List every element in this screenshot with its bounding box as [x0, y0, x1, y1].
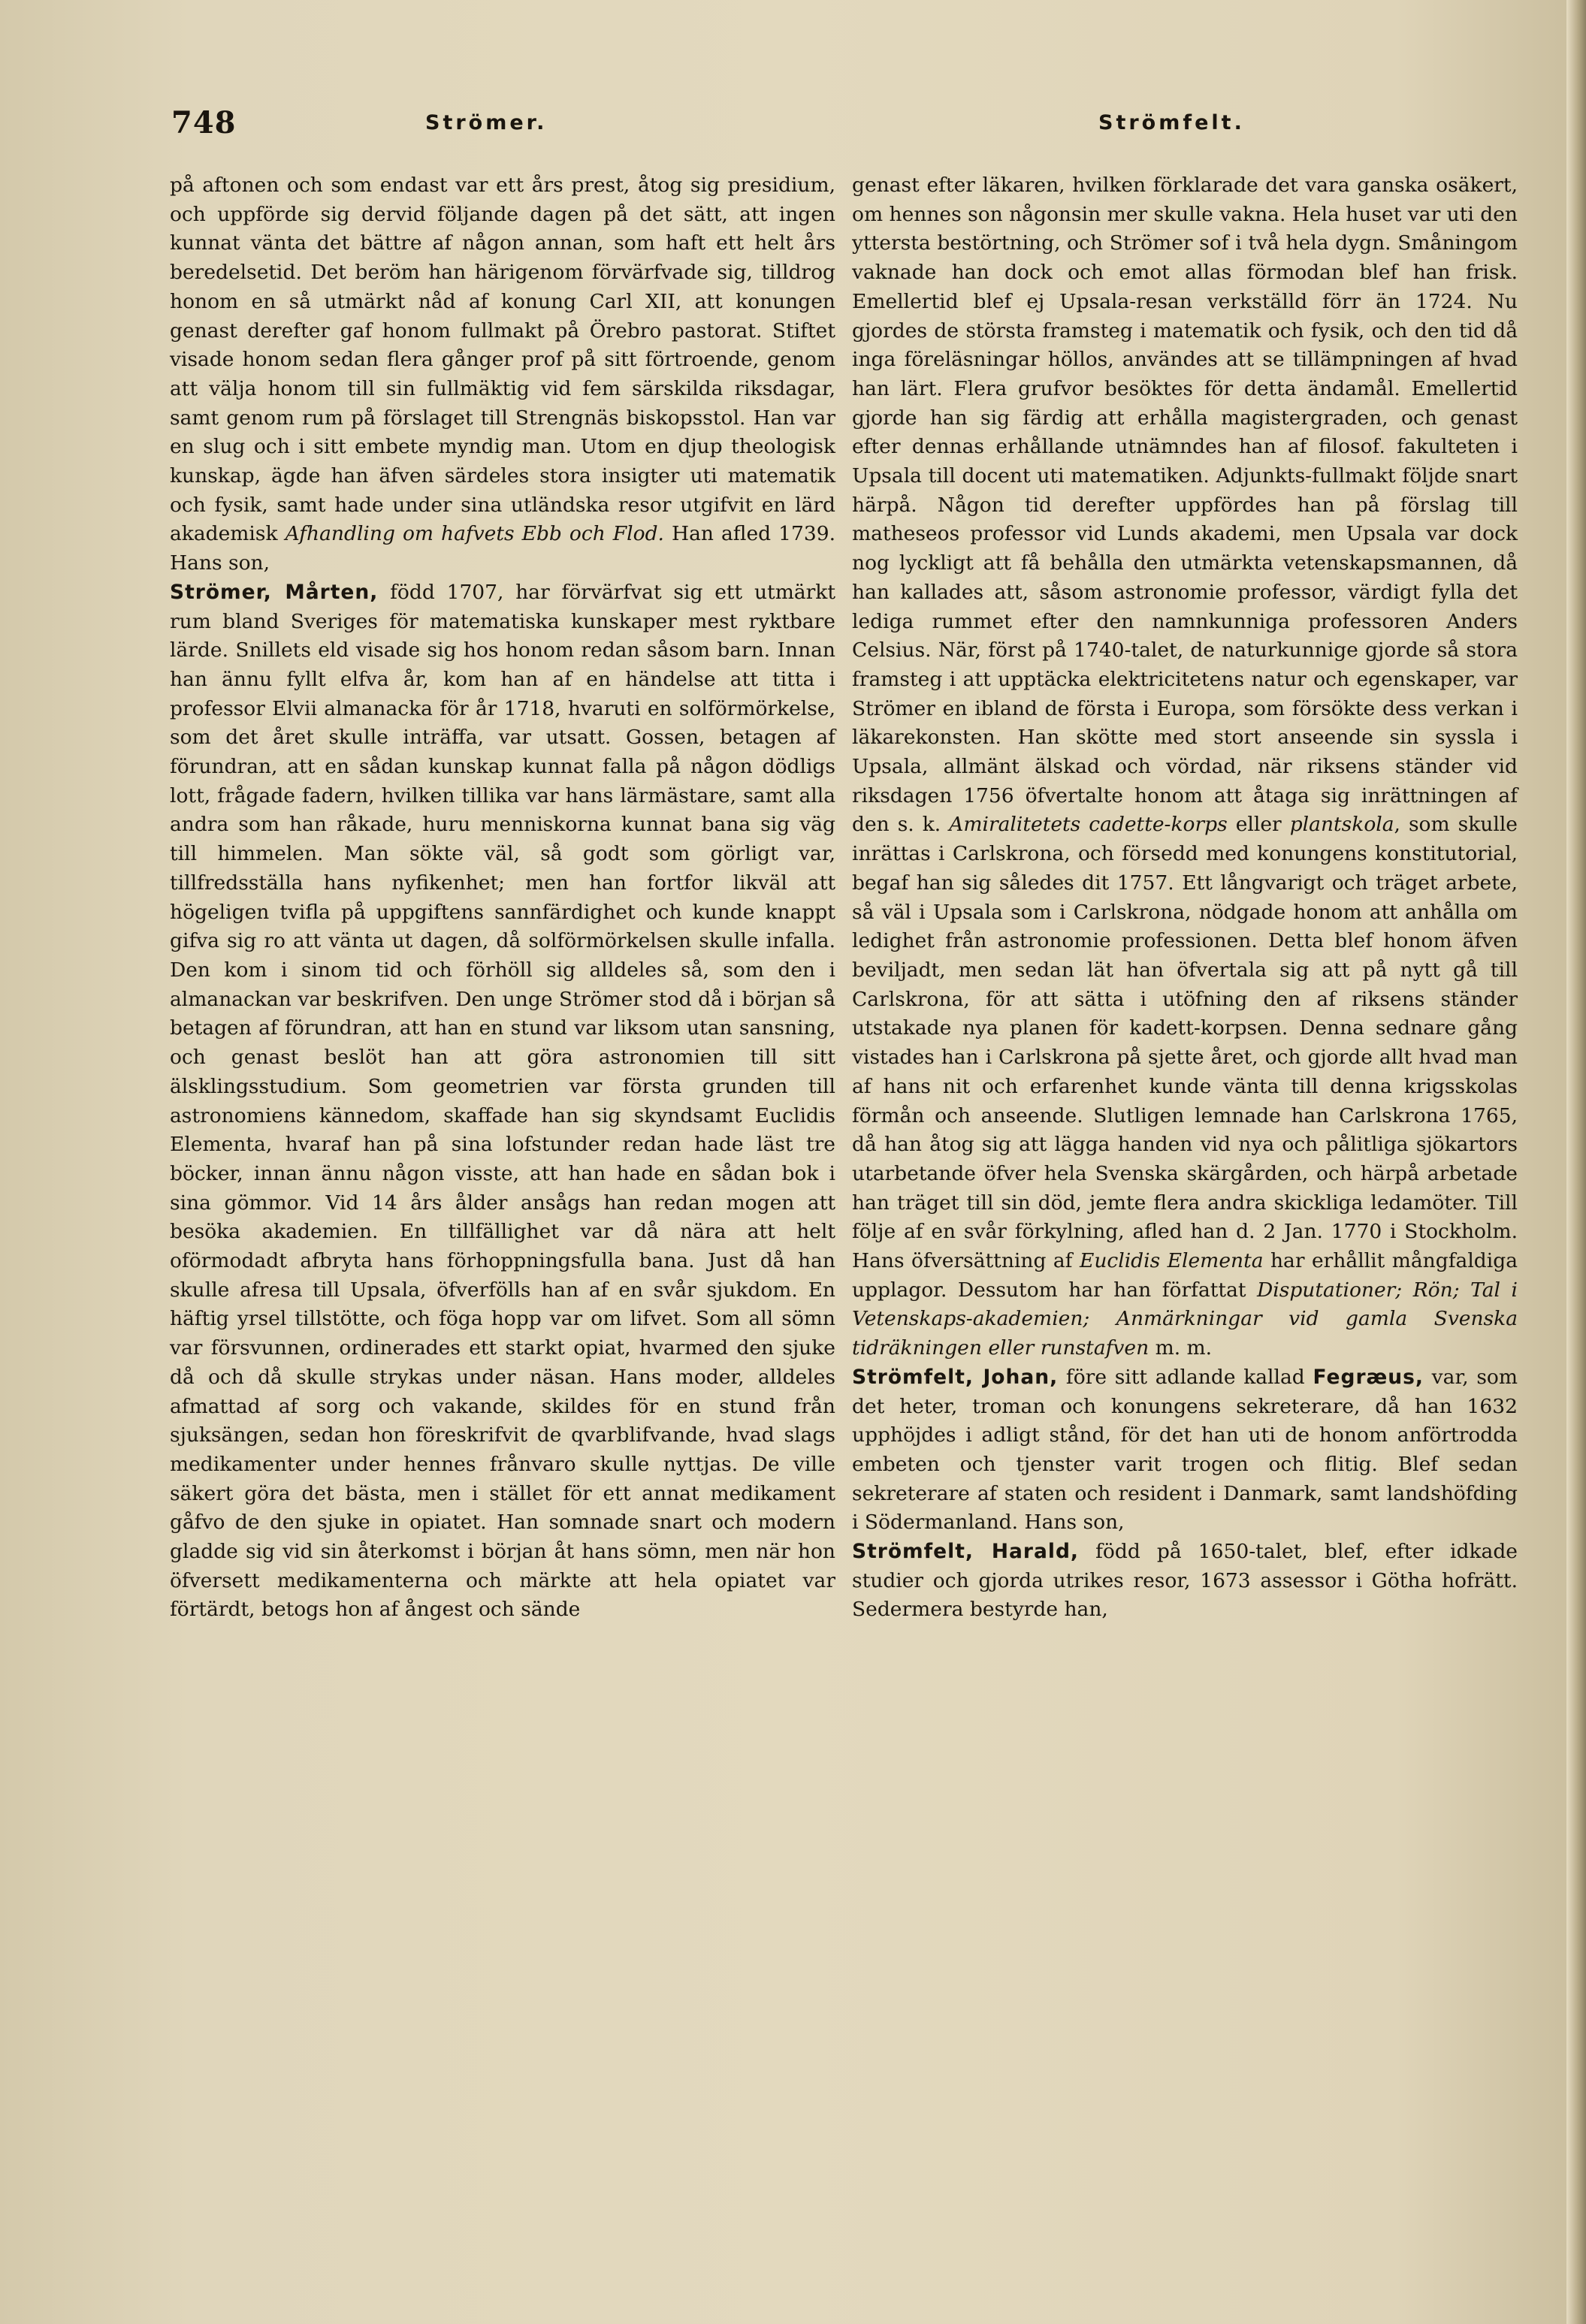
headword-stromfelt-johan: Strömfelt, Johan,	[852, 1365, 1059, 1389]
left-paragraph-2	[170, 578, 835, 1625]
left-p1-tail: Han afled 1739. Hans son,	[170, 522, 835, 575]
running-head-right: Strömfelt.	[1098, 111, 1245, 134]
page-edge	[1566, 0, 1586, 2324]
right-p2-text-b: var, som det heter, troman och konungens sekreterare, då han 1632 upphöjdes i adligt stånd, för det han uti de honom anförtrodda embeten och tjenster varit trogen och flitig. Blef sedan sekreterare af staten och resident i Danmark, samt landshöfding i Södermanland. Hans son,	[852, 1365, 1518, 1535]
right-p1-mid-a: eller	[1227, 813, 1290, 837]
right-p1-italic-a: Amiralitetets cadette-korps	[949, 813, 1228, 837]
right-column	[852, 171, 1518, 1625]
right-p1-mid-b: , som skulle inrättas i Carlskrona, och försedd med konungens konstitutorial, begaf han sig således dit 1757. Ett långvarigt och träget arbete, så väl i Upsala som i Carlskrona, nödgade honom att anhålla om ledighet från astronomie professionen. Detta blef honom äfven beviljadt, men sedan lät han öfvertala sig att på nytt gå till Carlskrona, för att sätta i utöfning den af riksens ständer utstakade nya planen för kadett-korpsen. Denna sednare gång vistades han i Carlskrona på sjette året, och gjorde allt hvad man af hans nit och erfarenhet kunde vänta till denna krigsskolas förmån och anseende. Slutligen lemnade han Carlskrona 1765, då han åtog sig att lägga handen vid nya och pålitliga sjökartors utarbetande öfver hela Svenska skärgården, och härpå arbetade han träget till sin död, jemte flera andra skickliga ledamöter. Till följe af en svår förkylning, afled han d. 2 Jan. 1770 i Stockholm. Hans öfversättning af	[852, 813, 1518, 1273]
headword-stromer-marten: Strömer, Mårten,	[170, 580, 379, 604]
page-number: 748	[171, 105, 237, 140]
right-p1-italic-b: plantskola	[1289, 813, 1394, 837]
page-header	[150, 105, 1503, 158]
right-p1-italic-d: Disputationer; Rön; Tal i Vetenskaps-akademien; Anmärkningar vid gamla Svenska tidräkningen eller runstafven	[852, 1278, 1518, 1360]
left-p1-text: på aftonen och som endast var ett års prest, åtog sig presidium, och uppförde sig dervid följande dagen på det sätt, att ingen kunnat vänta det bättre af någon annan, som haft ett helt års beredelsetid. Det beröm han härigenom förvärfvade sig, tilldrog honom en så utmärkt nåd af konung Carl XII, att konungen genast derefter gaf honom fullmakt på Örebro pastorat. Stiftet visade honom sedan flera gånger prof på sitt förtroende, genom att välja honom till sin fullmäktig vid fem särskilda riksdagar, samt genom rum på förslaget till Strengnäs biskopsstol. Han var en slug och i sitt embete myndig man. Utom en djup theologisk kunskap, ägde han äfven särdeles stora insigter uti matematik och fysik, samt hade under sina utländska resor utgifvit en lärd akademisk	[170, 174, 835, 546]
right-p1-text: genast efter läkaren, hvilken förklarade det vara ganska osäkert, om hennes son någonsin mer skulle vakna. Hela huset var uti den yttersta bestörtning, och Strömer sof i två hela dygn. Småningom vaknade han dock och emot allas förmodan blef han frisk. Emellertid blef ej Upsala-resan verkställd förr än 1724. Nu gjordes de största framsteg i matematik och fysik, och den tid då inga föreläsningar höllos, användes att se tillämpningen af hvad han lärt. Flera grufvor besöktes för detta ändamål. Emellertid gjorde han sig färdig att erhålla magistergraden, och genast efter dennas erhållande utnämndes han af filosof. fakulteten i Upsala till docent uti matematiken. Adjunkts-fullmakt följde snart härpå. Någon tid derefter uppfördes han på förslag till matheseos professor vid Lunds akademi, men Upsala var dock nog lyckligt att få behålla den utmärkta vetenskapsmannen, då han kallades att, såsom astronomie professor, värdigt fylla det lediga rummet efter den namnkunniga professoren Anders Celsius. När, först på 1740-talet, de naturkunnige gjorde så stora framsteg i att upptäcka elektricitetens natur och egenskaper, var Strömer en ibland de första i Europa, som försökte dess verkan i läkarekonsten. Han skötte med stort anseende sin syssla i Upsala, allmänt älskad och vördad, när riksens ständer vid riksdagen 1756 öfvertalte honom att åtaga sig inrättningen af den s. k.	[852, 174, 1518, 837]
right-paragraph-3	[852, 1538, 1518, 1625]
left-paragraph-1	[170, 171, 835, 578]
left-p2-text: född 1707, har förvärfvat sig ett utmärkt rum bland Sveriges för matematiska kunskaper mest ryktbare lärde. Snillets eld visade sig hos honom redan såsom barn. Innan han ännu fyllt elfva år, kom han af en händelse att titta i professor Elvii almanacka för år 1718, hvaruti en solförmörkelse, som det året skulle inträffa, var utsatt. Gossen, betagen af förundran, att en sådan kunskap kunnat falla på någon dödligs lott, frågade fadern, hvilken tillika var hans lärmästare, samt alla andra som han råkade, huru menniskorna kunnat bana sig väg till himmelen. Man sökte väl, så godt som görligt var, tillfredsställa hans nyfikenhet; men han fortfor likväl att högeligen tvifla på uppgiftens sannfärdighet och kunde knappt gifva sig ro att vänta ut dagen, då solförmörkelsen skulle infalla. Den kom i sinom tid och förhöll sig alldeles så, som den i almanackan var beskrifven. Den unge Strömer stod då i början så betagen af förundran, att han en stund var liksom utan sansning, och genast beslöt han att göra astronomien till sitt älsklingsstudium. Som geometrien var första grunden till astronomiens kännedom, skaffade han sig skyndsamt Euclidis Elementa, hvaraf han på sina lofstunder redan hade läst tre böcker, innan ännu någon visste, att han hade en sådan bok i sina gömmor. Vid 14 års ålder ansågs han redan mogen att besöka akademien. En tillfällighet var då nära att helt oförmodadt afbryta hans förhoppningsfulla bana. Just då han skulle afresa till Upsala, öfverfölls han af en svår sjukdom. En häftig yrsel tillstötte, och föga hopp var om lifvet. Som all sömn var försvunnen, ordinerades ett starkt opiat, hvarmed den sjuke då och då skulle strykas under näsan. Hans moder, alldeles afmattad af sorg och vakande, skildes för en stund från sjuksängen, sedan hon föreskrifvit de qvarblifvande, hvad slags medikamenter under hennes frånvaro skulle nyttjas. De ville säkert göra det bästa, men i stället för ett annat medikament gåfvo de den sjuke in opiatet. Han somnade snart och modern gladde sig vid sin återkomst i början åt hans sömn, men när hon öfversett medikamenterna och märkte att hela opiatet var förtärdt, betogs hon af ångest och sände	[170, 580, 836, 1622]
right-p3-text: född på 1650-talet, blef, efter idkade studier och gjorda utrikes resor, 1673 assessor i Götha hofrätt. Sedermera bestyrde han,	[852, 1540, 1518, 1622]
right-paragraph-2	[852, 1363, 1518, 1538]
right-p1-mid-c: har erhållit mångfaldiga upplagor. Dessutom har han författat	[852, 1249, 1518, 1302]
right-p1-italic-c: Euclidis Elementa	[1079, 1249, 1264, 1273]
running-head-left: Strömer.	[425, 111, 548, 134]
headword-stromfelt-harald: Strömfelt, Harald,	[852, 1540, 1079, 1564]
headword-fegraeus: Fegræus,	[1313, 1365, 1424, 1389]
left-p1-italic-title: Afhandling om hafvets Ebb och Flod.	[285, 522, 664, 546]
right-paragraph-1	[852, 171, 1518, 1363]
right-p1-tail: m. m.	[1149, 1336, 1213, 1360]
left-column	[170, 171, 835, 1625]
right-p2-text-a: före sitt adlande kallad	[1058, 1365, 1313, 1389]
